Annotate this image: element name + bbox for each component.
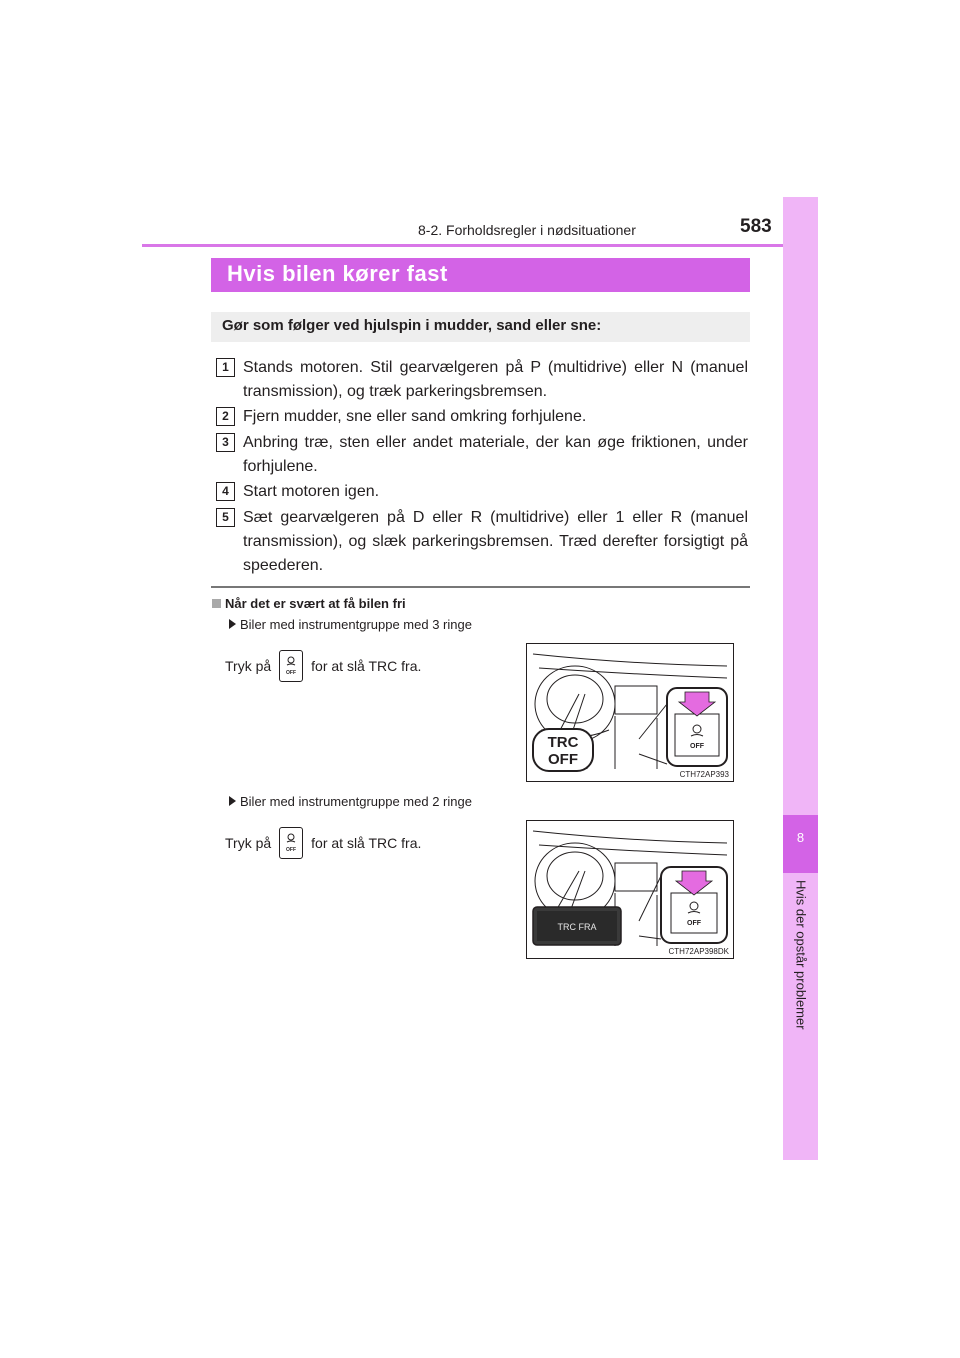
step-text: Anbring træ, sten eller andet materiale, der kan øge friktionen, under forhjulene. [243,434,748,475]
step-number: 1 [216,358,235,377]
triangle-bullet-icon [229,796,236,806]
svg-text:OFF: OFF [690,743,704,750]
step-number: 5 [216,508,235,527]
page-title-bar [211,258,750,292]
figure-code: CTH72AP393 [679,770,729,779]
page-number: 583 [740,216,772,237]
header-rule [142,244,818,247]
note-heading: Når det er svært at få bilen fri [212,596,406,611]
step-number: 2 [216,407,235,426]
variant-2-label: Biler med instrumentgruppe med 2 ringe [229,794,472,809]
subtitle-bar [211,312,750,342]
chapter-number: 8 [796,830,805,845]
step-2 [216,405,748,429]
svg-text:OFF: OFF [687,920,701,927]
step-text: Stands motoren. Stil gearvælgeren på P (multidrive) eller N (manuel transmission), og træk parkeringsbremsen. [243,359,748,400]
trc-off-button-icon [279,827,303,859]
variant-2-instruction: Tryk på OFF for at slå TRC fra. [225,827,421,859]
square-bullet-icon [212,599,221,608]
figure-3-ring-cluster [526,643,734,782]
step-3 [216,431,748,479]
triangle-bullet-icon [229,619,236,629]
page-title: Hvis bilen kører fast [227,261,448,286]
step-number: 4 [216,482,235,501]
step-text: Fjern mudder, sne eller sand omkring forhjulene. [243,408,587,425]
step-4 [216,480,748,504]
variant-1-instruction: Tryk på OFF for at slå TRC fra. [225,650,421,682]
step-number: 3 [216,433,235,452]
chapter-title-vertical [772,880,830,1060]
section-divider [211,586,750,588]
variant-1-label: Biler med instrumentgruppe med 3 ringe [229,617,472,632]
trc-off-button-icon [279,650,303,682]
chapter-title: Hvis der opstår problemer [793,880,809,1030]
svg-text:OFF: OFF [286,670,297,676]
subtitle: Gør som følger ved hjulspin i mudder, sand eller sne: [222,317,602,334]
step-text: Start motoren igen. [243,483,380,500]
figure-2-ring-cluster [526,820,734,959]
section-heading: 8-2. Forholdsregler i nødsituationer [418,222,636,238]
step-5 [216,506,748,578]
svg-text:OFF: OFF [286,847,297,853]
display-off-text: OFF [548,751,578,768]
figure-code: CTH72AP398DK [668,947,729,956]
display-trc-text: TRC [547,734,579,751]
display-trc-fra-text: TRC FRA [557,922,597,932]
step-1 [216,356,748,404]
step-text: Sæt gearvælgeren på D eller R (multidrive) eller 1 eller R (manuel transmission), og slæk parkeringsbremsen. Træd derefter forsigtigt på speederen. [243,509,748,574]
